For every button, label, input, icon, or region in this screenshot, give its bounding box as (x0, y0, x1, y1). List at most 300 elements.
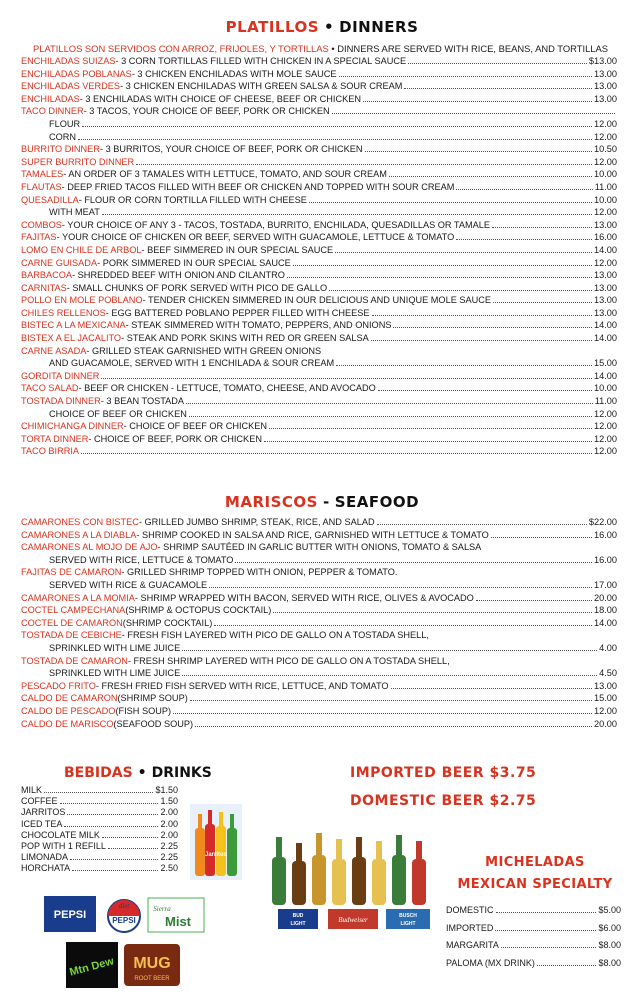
seafood-item (21, 604, 617, 617)
item-name: COCTEL DE CAMARON (21, 617, 123, 628)
dinner-item (21, 445, 617, 458)
mug-logo: MUG (133, 955, 171, 972)
item-description: CORN (49, 131, 77, 142)
dot-leader (372, 308, 592, 316)
item-name: IMPORTED (446, 922, 494, 933)
item-description: FLOUR (49, 118, 81, 129)
item-price: 13.00 (594, 282, 617, 293)
dot-leader (332, 106, 615, 114)
item-name: CHOCOLATE MILK (21, 829, 100, 840)
dot-leader (365, 144, 592, 152)
item-name: TOSTADA DINNER (21, 396, 101, 407)
item-description: - GRILLED SHRIMP TOPPED WITH ONION, PEPPER & TOMATO. (121, 567, 398, 578)
item-name: TAMALES (21, 169, 64, 180)
item-price: $8.00 (598, 940, 621, 950)
dinner-item (21, 93, 617, 106)
item-name: TOSTADA DE CEBICHE (21, 630, 122, 641)
drinks-heading (64, 765, 212, 781)
dot-leader (190, 693, 592, 701)
dot-leader (78, 132, 592, 140)
dot-leader (82, 119, 592, 127)
dot-leader (493, 295, 592, 303)
drink-item (21, 863, 178, 874)
dinner-item (21, 408, 617, 421)
dinners-intro-es: PLATILLOS SON SERVIDOS CON ARROZ, FRIJOLES, Y TORTILLAS (33, 43, 329, 54)
item-name: POLLO EN MOLE POBLANO (21, 295, 143, 306)
dot-leader (72, 863, 158, 871)
item-price: 16.00 (594, 232, 617, 243)
dinners-intro (21, 42, 621, 55)
item-description: - YOUR CHOICE OF ANY 3 - TACOS, TOSTADA, BURRITO, ENCHILADA, QUESADILLAS OR TAMALE (61, 219, 491, 230)
item-name: PESCADO FRITO (21, 680, 96, 691)
dot-leader (496, 905, 597, 913)
dot-leader (195, 719, 592, 727)
item-name: CALDO DE MARISCO (21, 718, 114, 729)
item-price: 13.00 (594, 93, 617, 104)
dot-leader (492, 220, 592, 228)
micheladas-subheading: MEXICAN SPECIALTY (457, 877, 613, 892)
dot-leader (456, 232, 592, 240)
dot-leader (186, 396, 593, 404)
item-name: CALDO DE CAMARON (21, 693, 118, 704)
dot-leader (70, 852, 158, 860)
budweiser-logo: Budweiser (338, 916, 368, 924)
bud-light-logo-bud: BUD (292, 913, 304, 919)
item-name: CAMARONES AL MOJO DE AJO (21, 542, 158, 553)
seafood-item (21, 541, 617, 554)
dot-leader (391, 681, 592, 689)
dinner-item (21, 282, 617, 295)
item-price: 12.00 (594, 156, 617, 167)
item-name: CARNITAS (21, 282, 67, 293)
sierra-mist-logo-sierra: Sierra (153, 905, 171, 913)
item-price: $5.00 (598, 905, 621, 915)
seafood-item (21, 554, 617, 567)
item-price: 12.00 (594, 408, 617, 419)
dinners-list (21, 55, 617, 458)
item-price: 12.00 (594, 433, 617, 444)
bullet: • (324, 18, 335, 36)
dinner-item (21, 244, 617, 257)
item-description: - STEAK AND PORK SKINS WITH RED OR GREEN SALSA (121, 333, 369, 344)
dinner-item (21, 118, 617, 131)
dinner-item (21, 345, 617, 358)
item-price: 13.00 (594, 68, 617, 79)
item-name: COMBOS (21, 219, 62, 230)
diet-pepsi-logo-diet: diet (118, 902, 130, 910)
dot-leader (456, 182, 592, 190)
item-name: ENCHILADAS POBLANAS (21, 68, 132, 79)
item-name: ICED TEA (21, 818, 63, 829)
item-price: 14.00 (594, 370, 617, 381)
item-price: 13.00 (594, 270, 617, 281)
dinner-item (21, 68, 617, 81)
item-description: - 3 CHICKEN ENCHILADAS WITH GREEN SALSA & SOUR CREAM (120, 81, 403, 92)
item-price: $6.00 (598, 922, 621, 933)
item-price: 10.00 (594, 169, 617, 180)
item-name: JARRITOS (21, 807, 66, 818)
drink-item (21, 841, 178, 852)
item-name: ENCHILADAS VERDES (21, 81, 121, 92)
item-description: WITH MEAT (49, 207, 100, 218)
dinner-item (21, 143, 617, 156)
dinner-item (21, 206, 617, 219)
dot-leader (501, 940, 597, 948)
busch-light-logo-busch: BUSCH (399, 913, 417, 919)
seafood-item (21, 642, 617, 655)
item-name: LOMO EN CHILE DE ARBOL (21, 244, 142, 255)
item-name: TACO DINNER (21, 106, 84, 117)
dinner-item (21, 382, 617, 395)
item-name: PALOMA (MX DRINK) (446, 957, 535, 968)
item-name: HORCHATA (21, 863, 71, 874)
item-description: SERVED WITH RICE, LETTUCE & TOMATO (49, 554, 234, 565)
item-price: 12.00 (594, 131, 617, 142)
item-price: 13.00 (594, 295, 617, 306)
item-name: CARNE GUISADA (21, 257, 98, 268)
seafood-item (21, 667, 617, 680)
dot-leader (483, 542, 615, 550)
item-description: (SHRIMP COCKTAIL) (122, 617, 213, 628)
dot-leader (389, 169, 592, 177)
item-price: 13.00 (594, 81, 617, 92)
item-price: 12.00 (594, 421, 617, 432)
item-description: (SHRIMP SOUP) (117, 693, 188, 704)
item-price: 15.00 (594, 693, 617, 704)
drinks-list (21, 785, 178, 875)
item-price: 11.00 (594, 396, 617, 407)
jarritos-bottles-image (190, 804, 242, 880)
item-name: CHILES RELLENOS (21, 307, 106, 318)
drink-item (21, 807, 178, 818)
item-price: 12.00 (594, 446, 617, 457)
item-description: - PORK SIMMERED IN OUR SPECIAL SAUCE (97, 257, 291, 268)
dot-leader (136, 157, 592, 165)
dot-leader (329, 283, 592, 291)
dot-leader (44, 785, 153, 793)
item-price: 14.00 (594, 333, 617, 344)
item-price: 18.00 (594, 605, 617, 616)
item-name: FAJITAS DE CAMARON (21, 567, 122, 578)
item-price: 13.00 (594, 307, 617, 318)
dinner-item (21, 357, 617, 370)
item-name: LIMONADA (21, 852, 69, 863)
item-price: $1.50 (155, 785, 178, 795)
item-description: - EGG BATTERED POBLANO PEPPER FILLED WITH CHEESE (105, 307, 370, 318)
item-description: - FRESH FRIED FISH SERVED WITH RICE, LETTUCE, AND TOMATO (95, 680, 389, 691)
item-price: 12.00 (594, 207, 617, 218)
item-description: - SHRIMP WRAPPED WITH BACON, SERVED WITH RICE, OLIVES & AVOCADO (134, 592, 474, 603)
seafood-item (21, 579, 617, 592)
mtn-dew-logo: Mtn Dew (68, 955, 116, 979)
item-price: 20.00 (594, 718, 617, 729)
dinner-item (21, 257, 617, 270)
dinner-item (21, 332, 617, 345)
dot-leader (273, 605, 592, 613)
dot-leader (339, 69, 592, 77)
soda-logos-image (44, 896, 206, 990)
micheladas-list (446, 902, 621, 972)
item-name: TORTA DINNER (21, 433, 89, 444)
item-description: AND GUACAMOLE, SERVED WITH 1 ENCHILADA & SOUR CREAM (49, 358, 335, 369)
seafood-item (21, 516, 617, 529)
item-description: - GRILLED JUMBO SHRIMP, STEAK, RICE, AND SALAD (138, 517, 375, 527)
dot-leader (399, 567, 615, 575)
seafood-item (21, 592, 617, 605)
item-description: - 3 TACOS, YOUR CHOICE OF BEEF, PORK OR CHICKEN (83, 106, 330, 117)
dinner-item (21, 80, 617, 93)
dot-leader (371, 333, 592, 341)
item-description: - SHREDDED BEEF WITH ONION AND CILANTRO (72, 270, 285, 281)
item-description: SERVED WITH RICE & GUACAMOLE (49, 579, 208, 590)
dinner-item (21, 420, 617, 433)
item-name: FLAUTAS (21, 181, 62, 192)
dinner-item (21, 269, 617, 282)
item-price: 17.00 (594, 579, 617, 590)
dot-leader (287, 270, 592, 278)
item-name: CALDO DE PESCADO (21, 705, 116, 716)
item-price: 2.00 (160, 807, 178, 818)
item-name: BURRITO DINNER (21, 144, 100, 155)
dinner-item (21, 194, 617, 207)
imported-beer-price: IMPORTED BEER $3.75 (350, 765, 537, 781)
seafood-item (21, 655, 617, 668)
bud-light-logo-light: LIGHT (290, 921, 306, 927)
dot-leader (101, 371, 592, 379)
item-name: CAMARONES CON BISTEC (21, 517, 139, 527)
seafood-item (21, 705, 617, 718)
seafood-item (21, 692, 617, 705)
beer-bottles-image (268, 829, 438, 935)
item-description: - SMALL CHUNKS OF PORK SERVED WITH PICO DE GALLO (66, 282, 328, 293)
drink-item (21, 830, 178, 841)
item-price: 16.00 (594, 529, 617, 540)
item-price: $8.00 (598, 957, 621, 968)
item-description: - 3 CORN TORTILLAS FILLED WITH CHICKEN IN A SPECIAL SAUCE (115, 56, 407, 66)
item-description: (SEAFOOD SOUP) (113, 718, 194, 729)
item-description: - FRESH SHRIMP LAYERED WITH PICO DE GALLO ON A TOSTADA SHELL, (127, 655, 450, 666)
item-description: SPRINKLED WITH LIME JUICE (49, 668, 181, 679)
seafood-heading-es: MARISCOS (224, 493, 318, 511)
seafood-item (21, 629, 617, 642)
michelada-item (446, 937, 621, 955)
dot-leader (102, 207, 592, 215)
item-price: 1.50 (160, 796, 178, 807)
drink-item (21, 796, 178, 807)
dash: - (322, 493, 330, 511)
item-price: 14.00 (594, 320, 617, 331)
item-price: 10.50 (594, 144, 617, 155)
item-description: - STEAK SIMMERED WITH TOMATO, PEPPERS, AND ONIONS (125, 320, 392, 331)
item-description: CHOICE OF BEEF OR CHICKEN (49, 408, 187, 419)
dot-leader (214, 618, 592, 626)
item-name: BARBACOA (21, 270, 73, 281)
item-description: - YOUR CHOICE OF CHICKEN OR BEEF, SERVED WITH GUACAMOLE, LETTUCE & TOMATO (56, 232, 455, 243)
dinner-item (21, 231, 617, 244)
seafood-heading (0, 493, 644, 511)
dinner-item (21, 319, 617, 332)
dinner-item (21, 156, 617, 169)
item-description: - CHOICE OF BEEF OR CHICKEN (123, 421, 268, 432)
dot-leader (189, 409, 592, 417)
dot-leader (336, 358, 592, 366)
item-price: 20.00 (594, 592, 617, 603)
item-name: MILK (21, 785, 43, 795)
dot-leader (309, 195, 592, 203)
item-price: 12.00 (594, 118, 617, 129)
seafood-item (21, 680, 617, 693)
bullet: • (137, 765, 147, 781)
dot-leader (476, 593, 592, 601)
dot-leader (495, 923, 596, 931)
drink-item (21, 819, 178, 830)
item-price: 2.00 (160, 818, 178, 829)
item-description: - BEEF OR CHICKEN - LETTUCE, TOMATO, CHEESE, AND AVOCADO (78, 383, 376, 394)
item-description: - 3 BURRITOS, YOUR CHOICE OF BEEF, PORK OR CHICKEN (99, 144, 363, 155)
item-name: BISTEC A LA MEXICANA (21, 320, 126, 331)
dinner-item (21, 55, 617, 68)
dot-leader (378, 383, 592, 391)
sierra-mist-logo-mist: Mist (165, 914, 191, 929)
item-name: TACO SALAD (21, 383, 79, 394)
item-price: 12.00 (594, 257, 617, 268)
item-price: 2.00 (160, 829, 178, 840)
michelada-item (446, 902, 621, 920)
item-name: DOMESTIC (446, 905, 494, 915)
item-price: 4.50 (599, 668, 617, 679)
michelada-item (446, 955, 621, 973)
dot-leader (264, 434, 592, 442)
drink-item (21, 852, 178, 863)
dot-leader (102, 830, 159, 838)
dot-leader (335, 245, 592, 253)
seafood-list (21, 516, 617, 730)
item-name: COCTEL CAMPECHANA (21, 605, 126, 616)
bullet: • (331, 43, 335, 54)
item-price: 2.25 (160, 840, 178, 851)
dot-leader (323, 346, 615, 354)
item-price: 14.00 (594, 617, 617, 628)
item-description: (FISH SOUP) (115, 705, 172, 716)
dot-leader (537, 958, 597, 966)
item-name: ENCHILADAS SUIZAS (21, 56, 116, 66)
dinner-item (21, 168, 617, 181)
dot-leader (60, 796, 159, 804)
dot-leader (182, 643, 597, 651)
michelada-item (446, 920, 621, 938)
jarritos-logo-text: Jarritos (204, 852, 228, 858)
dinners-heading-en: DINNERS (339, 18, 419, 36)
drinks-heading-en: DRINKS (151, 765, 212, 781)
dot-leader (293, 258, 592, 266)
dot-leader (452, 656, 615, 664)
dinner-item (21, 433, 617, 446)
item-name: ENCHILADAS (21, 93, 80, 104)
item-description: - SHRIMP SAUTÉED IN GARLIC BUTTER WITH ONIONS, TOMATO & SALSA (157, 542, 482, 553)
item-price: 15.00 (594, 358, 617, 369)
drinks-heading-es: BEBIDAS (64, 765, 133, 781)
item-name: TOSTADA DE CAMARON (21, 655, 128, 666)
item-description: - AN ORDER OF 3 TAMALES WITH LETTUCE, TOMATO, AND SOUR CREAM (63, 169, 387, 180)
dot-leader (363, 94, 592, 102)
dot-leader (269, 421, 592, 429)
item-description: - CHOICE OF BEEF, PORK OR CHICKEN (88, 433, 262, 444)
item-description: (SHRIMP & OCTOPUS COCKTAIL) (125, 605, 272, 616)
item-price: 2.25 (160, 852, 178, 863)
dinner-item (21, 105, 617, 118)
dinner-item (21, 395, 617, 408)
seafood-item (21, 529, 617, 542)
item-description: - 3 BEAN TOSTADA (100, 396, 185, 407)
item-name: QUESADILLA (21, 194, 79, 205)
item-price: 10.00 (594, 194, 617, 205)
dot-leader (431, 630, 615, 638)
item-price: 14.00 (594, 244, 617, 255)
item-price: 13.00 (594, 680, 617, 691)
item-description: SPRINKLED WITH LIME JUICE (49, 642, 181, 653)
item-description: - GRILLED STEAK GARNISHED WITH GREEN ONIONS (86, 345, 322, 356)
seafood-heading-en: SEAFOOD (334, 493, 420, 511)
dinners-intro-en: DINNERS ARE SERVED WITH RICE, BEANS, AND TORTILLAS (337, 43, 609, 54)
dot-leader (182, 668, 597, 676)
dot-leader (209, 580, 592, 588)
item-name: SUPER BURRITO DINNER (21, 156, 135, 167)
item-price: 10.00 (594, 383, 617, 394)
seafood-item (21, 566, 617, 579)
item-price: 4.00 (599, 642, 617, 653)
dot-leader (377, 517, 587, 525)
micheladas-heading: MICHELADAS (485, 855, 585, 870)
item-description: - DEEP FRIED TACOS FILLED WITH BEEF OR CHICKEN AND TOPPED WITH SOUR CREAM (61, 181, 455, 192)
item-name: MARGARITA (446, 940, 499, 950)
dot-leader (408, 56, 587, 64)
item-name: COFFEE (21, 796, 58, 807)
busch-light-logo-light: LIGHT (400, 921, 416, 927)
diet-pepsi-logo-pepsi: PEPSI (112, 916, 136, 925)
item-name: BISTEX A EL JACALITO (21, 333, 122, 344)
drink-item (21, 785, 178, 796)
item-description: - 3 ENCHILADAS WITH CHOICE OF CHEESE, BEEF OR CHICKEN (79, 93, 361, 104)
item-name: CAMARONES A LA MOMIA (21, 592, 135, 603)
dinner-item (21, 294, 617, 307)
item-name: TACO BIRRIA (21, 446, 80, 457)
item-description: - TENDER CHICKEN SIMMERED IN OUR DELICIOUS AND UNIQUE MOLE SAUCE (142, 295, 492, 306)
dot-leader (108, 841, 159, 849)
item-description: - FRESH FISH LAYERED WITH PICO DE GALLO ON A TOSTADA SHELL, (121, 630, 429, 641)
seafood-item (21, 617, 617, 630)
domestic-beer-price: DOMESTIC BEER $2.75 (350, 793, 537, 809)
dot-leader (491, 530, 592, 538)
item-price: $22.00 (588, 517, 617, 527)
dinner-item (21, 131, 617, 144)
seafood-item (21, 718, 617, 731)
dinners-heading (0, 18, 644, 36)
item-description: - 3 CHICKEN ENCHILADAS WITH MOLE SAUCE (131, 68, 337, 79)
item-price: 13.00 (594, 219, 617, 230)
item-name: CAMARONES A LA DIABLA (21, 529, 137, 540)
item-name: GORDITA DINNER (21, 370, 100, 381)
item-price: 11.00 (594, 181, 617, 192)
pepsi-logo: PEPSI (53, 909, 87, 921)
dinner-item (21, 370, 617, 383)
dot-leader (67, 807, 158, 815)
item-name: FAJITAS (21, 232, 57, 243)
dinner-item (21, 219, 617, 232)
item-price: 12.00 (594, 705, 617, 716)
dinners-heading-es: PLATILLOS (225, 18, 320, 36)
item-price: $13.00 (588, 56, 617, 66)
item-name: CHIMICHANGA DINNER (21, 421, 124, 432)
